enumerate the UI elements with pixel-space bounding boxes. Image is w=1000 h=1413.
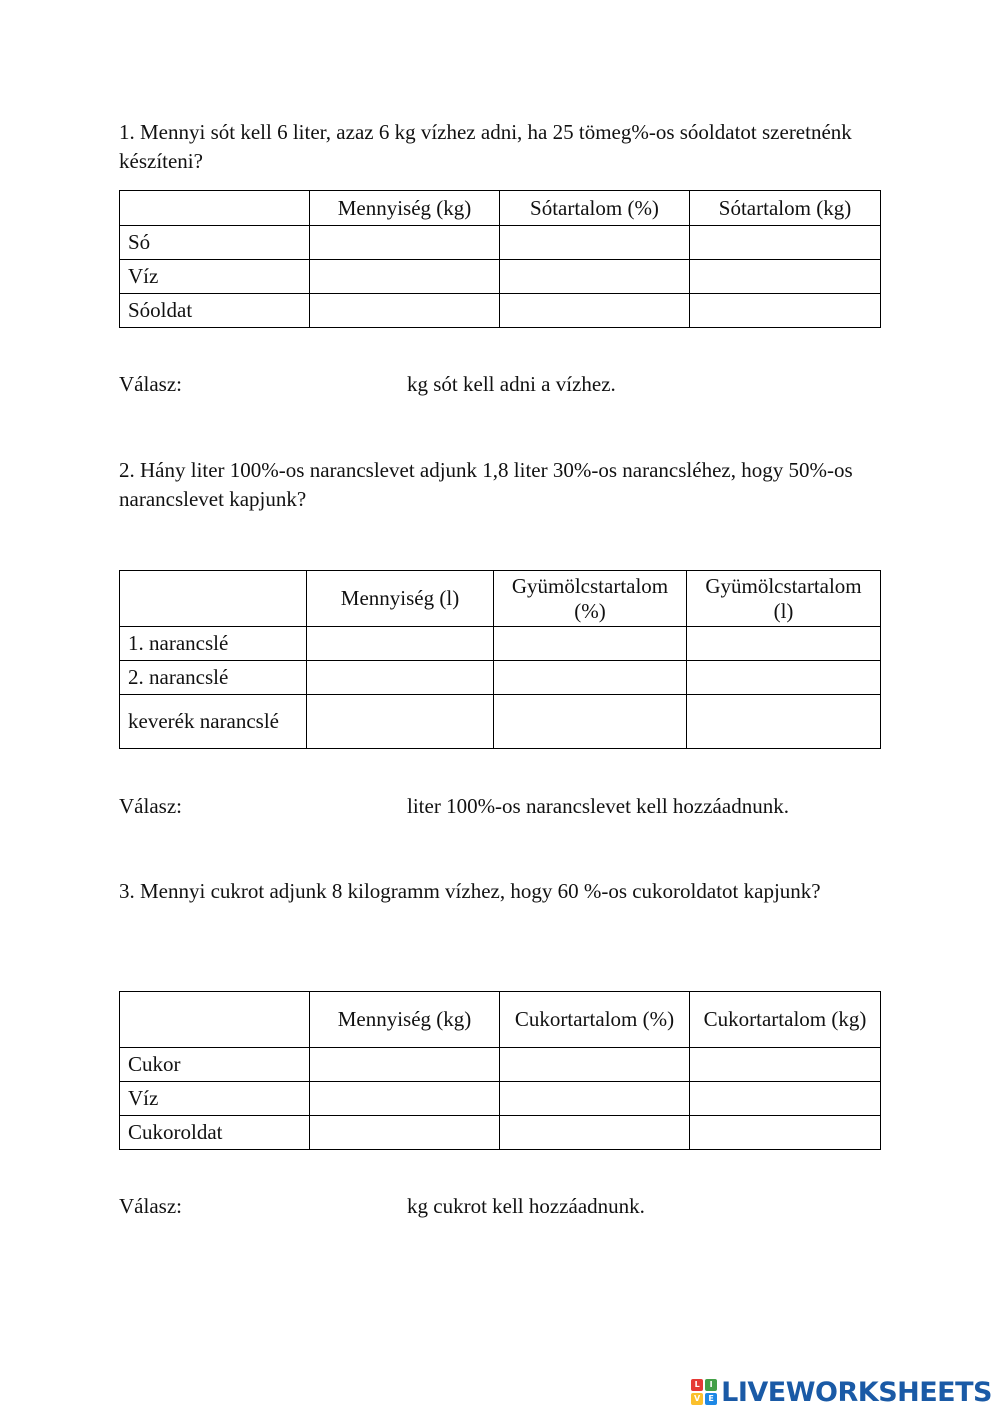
liveworksheets-logo	[691, 1375, 992, 1409]
input-cell[interactable]	[500, 260, 690, 294]
table-row	[120, 661, 881, 695]
answer-2-label: Válasz:	[119, 794, 182, 818]
logo-mark-tile: E	[705, 1393, 717, 1405]
input-cell[interactable]	[494, 661, 687, 695]
input-cell[interactable]	[500, 1116, 690, 1150]
table-1-header-quantity: Mennyiség (kg)	[310, 191, 500, 226]
answer-2-tail: liter 100%-os narancslevet kell hozzáadnunk.	[407, 794, 789, 818]
input-cell[interactable]	[310, 1116, 500, 1150]
input-cell[interactable]	[307, 695, 494, 749]
answer-1-tail: kg sót kell adni a vízhez.	[407, 372, 616, 396]
input-cell[interactable]	[687, 695, 881, 749]
row-label-juice-1: 1. narancslé	[120, 627, 307, 661]
row-label-mixed-juice: keverék narancslé	[120, 695, 307, 749]
answer-3-label: Válasz:	[119, 1194, 182, 1218]
table-row	[120, 695, 881, 749]
table-row	[120, 627, 881, 661]
answer-1	[119, 369, 879, 399]
row-label-salt: Só	[120, 226, 310, 260]
table-row	[120, 1082, 881, 1116]
answer-1-label: Válasz:	[119, 372, 182, 396]
table-2	[119, 570, 881, 749]
table-2-corner	[120, 571, 307, 627]
table-row	[120, 260, 881, 294]
liveworksheets-logo-text: LIVEWORKSHEETS	[721, 1376, 992, 1408]
input-cell[interactable]	[690, 226, 881, 260]
table-1	[119, 190, 881, 328]
answer-3-tail: kg cukrot kell hozzáadnunk.	[407, 1194, 645, 1218]
liveworksheets-logo-icon	[691, 1379, 717, 1405]
input-cell[interactable]	[494, 695, 687, 749]
answer-3-input[interactable]	[209, 1194, 399, 1218]
input-cell[interactable]	[690, 260, 881, 294]
table-3	[119, 991, 881, 1150]
input-cell[interactable]	[500, 1082, 690, 1116]
input-cell[interactable]	[690, 294, 881, 328]
table-2-header-fruit-percent: Gyümölcstartalom (%)	[494, 571, 687, 627]
row-label-water: Víz	[120, 260, 310, 294]
row-label-sugar: Cukor	[120, 1048, 310, 1082]
input-cell[interactable]	[310, 1082, 500, 1116]
table-1-header-salt-percent: Sótartalom (%)	[500, 191, 690, 226]
answer-2-input[interactable]	[209, 794, 399, 818]
logo-mark-tile: V	[691, 1393, 703, 1405]
input-cell[interactable]	[310, 294, 500, 328]
table-1-header-salt-kg: Sótartalom (kg)	[690, 191, 881, 226]
row-label-water: Víz	[120, 1082, 310, 1116]
input-cell[interactable]	[310, 1048, 500, 1082]
table-3-corner	[120, 992, 310, 1048]
input-cell[interactable]	[494, 627, 687, 661]
table-2-header-fruit-liter: Gyümölcstartalom (l)	[687, 571, 881, 627]
question-1-text: 1. Mennyi sót kell 6 liter, azaz 6 kg vízhez adni, ha 25 tömeg%-os sóoldatot szeretnénk készíteni?	[119, 120, 852, 173]
input-cell[interactable]	[500, 226, 690, 260]
input-cell[interactable]	[687, 661, 881, 695]
logo-mark-tile: L	[691, 1379, 703, 1391]
input-cell[interactable]	[310, 226, 500, 260]
input-cell[interactable]	[690, 1082, 881, 1116]
input-cell[interactable]	[687, 627, 881, 661]
row-label-sugar-solution: Cukoroldat	[120, 1116, 310, 1150]
table-3-header-quantity: Mennyiség (kg)	[310, 992, 500, 1048]
input-cell[interactable]	[690, 1116, 881, 1150]
logo-mark-tile: I	[705, 1379, 717, 1391]
answer-1-input[interactable]	[209, 372, 399, 396]
question-3-text: 3. Mennyi cukrot adjunk 8 kilogramm vízhez, hogy 60 %-os cukoroldatot kapjunk?	[119, 879, 821, 903]
table-2-header-quantity: Mennyiség (l)	[307, 571, 494, 627]
input-cell[interactable]	[500, 294, 690, 328]
question-2-text: 2. Hány liter 100%-os narancslevet adjunk 1,8 liter 30%-os narancsléhez, hogy 50%-os narancslevet kapjunk?	[119, 458, 853, 511]
answer-2	[119, 791, 879, 821]
row-label-salt-solution: Sóoldat	[120, 294, 310, 328]
input-cell[interactable]	[690, 1048, 881, 1082]
table-row	[120, 294, 881, 328]
row-label-juice-2: 2. narancslé	[120, 661, 307, 695]
table-row	[120, 1116, 881, 1150]
table-row	[120, 1048, 881, 1082]
table-3-header-sugar-kg: Cukortartalom (kg)	[690, 992, 881, 1048]
input-cell[interactable]	[307, 627, 494, 661]
answer-3	[119, 1191, 879, 1221]
input-cell[interactable]	[307, 661, 494, 695]
table-1-corner	[120, 191, 310, 226]
table-3-header-sugar-percent: Cukortartalom (%)	[500, 992, 690, 1048]
table-row	[120, 226, 881, 260]
input-cell[interactable]	[310, 260, 500, 294]
input-cell[interactable]	[500, 1048, 690, 1082]
